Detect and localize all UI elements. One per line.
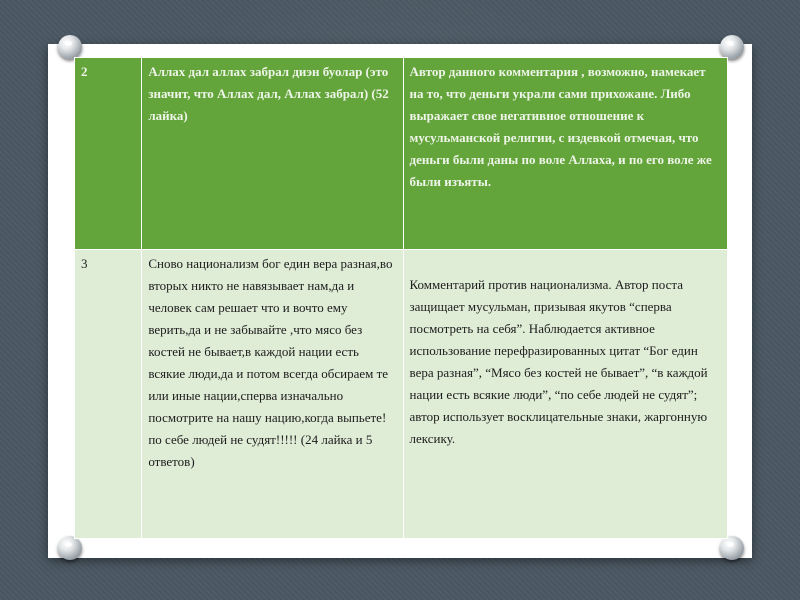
pushpin-icon (720, 536, 744, 560)
pushpin-icon (58, 536, 82, 560)
pushpin-icon (58, 35, 82, 59)
pushpin-icon (720, 35, 744, 59)
row-number: 3 (75, 250, 142, 539)
comments-table (74, 57, 728, 539)
table-row (75, 58, 728, 250)
analysis-text: Комментарий против национализма. Автор поста защищает мусульман, призывая якутов “сперва посмотреть на себя”. Наблюдается активное использование перефразированных цитат “Бог един вера разная”, “Мясо без костей не бывает”, “в каждой нации есть всякие люди”, “по себе людей не судят”; автор использует восклицательные знаки, жаргонную лексику. (409, 277, 708, 446)
comment-text: Аллах дал аллах забрал диэн буолар (это значит, что Аллах дал, Аллах забрал) (52 лайка) (142, 58, 403, 250)
analysis-cell (403, 250, 727, 539)
comment-text: Сново национализм бог един вера разная,во вторых никто не навязывает нам,да и человек сам решает что и вочто ему верить,да и не забывайте ,что мясо без костей не бывает,в каждой нации есть всякие люди,да и потом всегда обсираем те или иные нации,сперва изначально посмотрите на нашу нацию,когда выпьете!по себе людей не судят!!!!! (24 лайка и 5 ответов) (142, 250, 403, 539)
analysis-text: Автор данного комментария , возможно, намекает на то, что деньги украли сами прихожане. Либо выражает свое негативное отношение к мусульманской религии, с издевкой отмечая, что деньги были даны по воле Аллаха, и по его воле же были изъяты. (403, 58, 727, 250)
table-row (75, 250, 728, 539)
row-number: 2 (75, 58, 142, 250)
